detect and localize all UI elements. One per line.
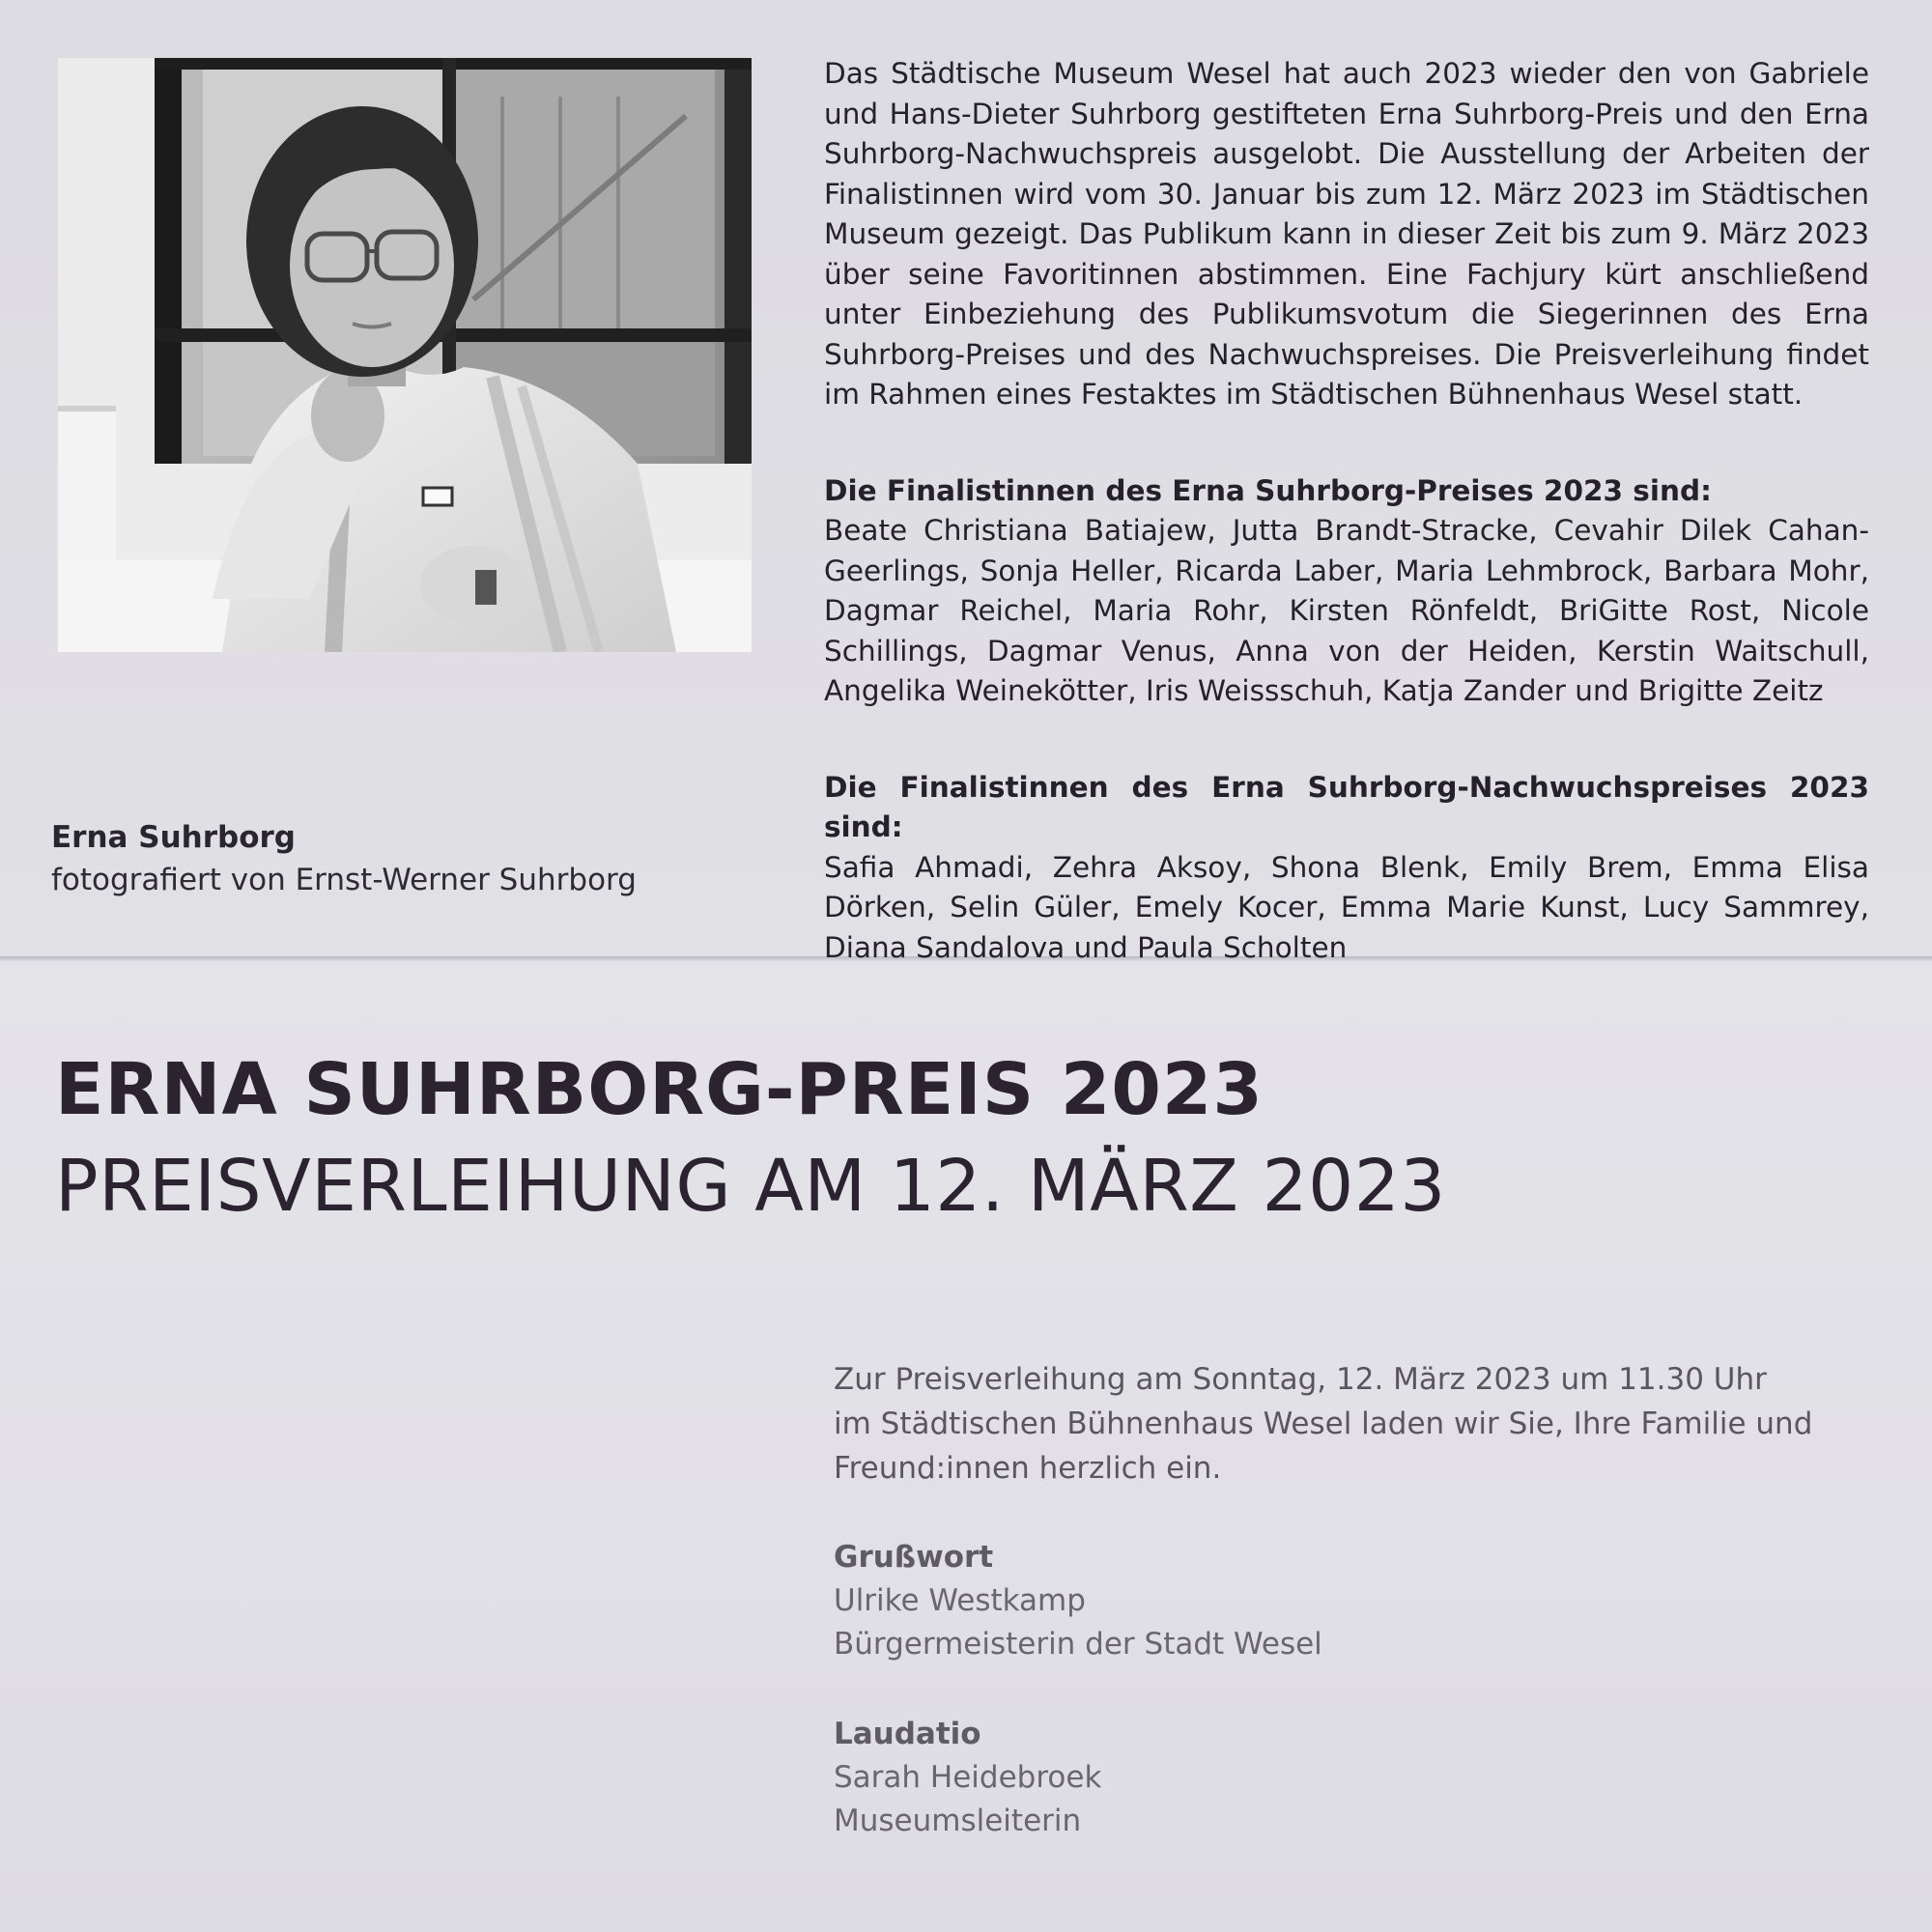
page-title: ERNA SUHRBORG-PREIS 2023 bbox=[55, 1048, 1264, 1131]
finalists-junior-heading: Die Finalistinnen des Erna Suhrborg-Nachwuchspreises 2023 sind: bbox=[824, 770, 1869, 843]
greeting-role: Bürgermeisterin der Stadt Wesel bbox=[834, 1627, 1322, 1662]
laudatio-person: Sarah Heidebroek bbox=[834, 1760, 1102, 1795]
portrait-photo bbox=[58, 58, 752, 652]
finalists-main-list: Beate Christiana Batiajew, Jutta Brandt-Stracke, Cevahir Dilek Cahan-Geerlings, Sonja Heller, Ricarda Laber, Maria Lehmbrock, Barbara Mohr, Dagmar Reichel, Maria Rohr, Kirsten Rönfeldt, BriGitte Rost, Nicole Schillings, Dagmar Venus, Anna von der Heiden, Kerstin Waitschull, Angelika Weinekötter, Iris Weissschuh, Katja Zander und Brigitte Zeitz bbox=[824, 514, 1869, 707]
greeting-label: Grußwort bbox=[834, 1540, 994, 1575]
laudatio-role: Museumsleiterin bbox=[834, 1804, 1082, 1838]
program-greeting bbox=[834, 1536, 1322, 1666]
page-subtitle: PREISVERLEIHUNG AM 12. MÄRZ 2023 bbox=[55, 1145, 1446, 1228]
intro-paragraph: Das Städtische Museum Wesel hat auch 2023 wieder den von Gabriele und Hans-Dieter Suhrborg gestifteten Erna Suhrborg-Preis und den Erna Suhrborg-Nachwuchspreis ausgelobt. Die Ausstellung der Arbeiten der Finalistinnen wird vom 30. Januar bis zum 12. März 2023 im Städtischen Museum gezeigt. Das Publikum kann in dieser Zeit bis zum 9. März 2023 über seine Favoritinnen abstimmen. Eine Fachjury kürt anschließend unter Einbeziehung des Publikumsvotum die Siegerinnen des Erna Suhrborg-Preises und des Nachwuchspreises. Die Preisverleihung findet im Rahmen eines Festaktes im Städtischen Bühnenhaus Wesel statt. bbox=[824, 57, 1869, 411]
finalists-junior-list: Safia Ahmadi, Zehra Aksoy, Shona Blenk, Emily Brem, Emma Elisa Dörken, Selin Güler, Emely Kocer, Emma Marie Kunst, Lucy Sammrey, Diana Sandalova und Paula Scholten bbox=[824, 850, 1869, 964]
photo-caption bbox=[51, 816, 637, 901]
intro-column bbox=[824, 54, 1869, 968]
invitation-line: im Städtischen Bühnenhaus Wesel laden wir Sie, Ihre Familie und bbox=[834, 1406, 1813, 1441]
caption-name: Erna Suhrborg bbox=[51, 820, 296, 855]
invitation-line: Zur Preisverleihung am Sonntag, 12. März 2023 um 11.30 Uhr bbox=[834, 1362, 1767, 1397]
laudatio-label: Laudatio bbox=[834, 1717, 981, 1751]
invitation-text bbox=[834, 1357, 1896, 1491]
caption-credit: fotografiert von Ernst-Werner Suhrborg bbox=[51, 863, 637, 897]
greeting-person: Ulrike Westkamp bbox=[834, 1583, 1086, 1618]
finalists-main-heading: Die Finalistinnen des Erna Suhrborg-Preises 2023 sind: bbox=[824, 473, 1712, 507]
program-laudatio bbox=[834, 1713, 1101, 1843]
invitation-line: Freund:innen herzlich ein. bbox=[834, 1451, 1222, 1486]
